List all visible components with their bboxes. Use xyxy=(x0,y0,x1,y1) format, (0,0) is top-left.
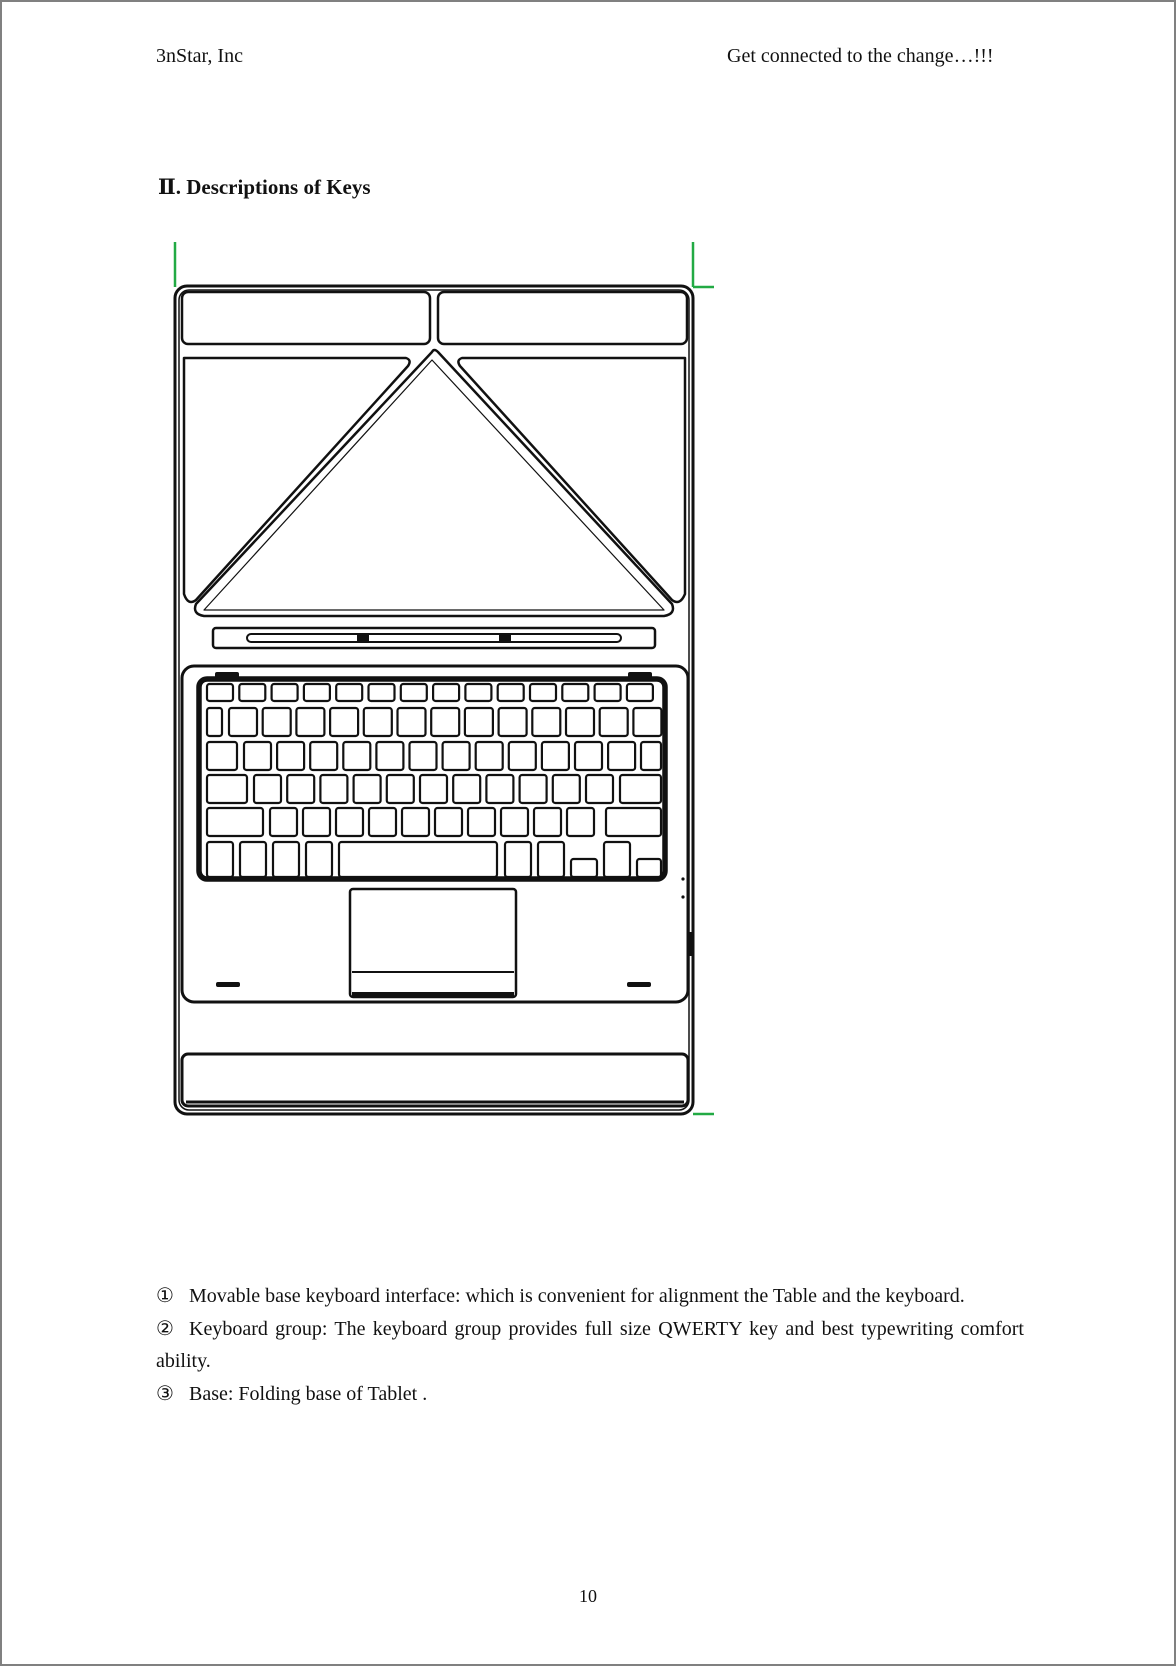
key xyxy=(571,859,597,877)
deck-foot xyxy=(216,982,240,987)
hinge-slot xyxy=(247,634,621,642)
key xyxy=(277,742,304,770)
indicator-dot xyxy=(681,895,684,898)
key xyxy=(306,842,332,877)
deck-clip xyxy=(628,672,652,679)
key xyxy=(606,808,661,836)
description-text: Keyboard group: The keyboard group provides full size QWERTY key and best typewriting comfort ability. xyxy=(156,1317,1024,1372)
key xyxy=(310,742,337,770)
side-port xyxy=(687,932,692,956)
description-item-1 xyxy=(156,1280,1024,1313)
key-descriptions xyxy=(156,1280,1024,1410)
key xyxy=(443,742,470,770)
description-marker: ③ xyxy=(156,1382,174,1405)
stand-panel-center xyxy=(195,350,673,616)
key xyxy=(435,808,462,836)
key xyxy=(303,808,330,836)
key xyxy=(263,708,291,736)
hinge-bar xyxy=(213,628,655,648)
keyboard-case-illustration xyxy=(152,242,722,1122)
key xyxy=(387,775,414,803)
section-title-text: . Descriptions of Keys xyxy=(175,175,371,199)
key xyxy=(398,708,426,736)
key xyxy=(586,775,613,803)
stand-panel-center-inner xyxy=(204,360,664,610)
key xyxy=(465,708,493,736)
base-strip xyxy=(182,1054,688,1106)
key xyxy=(538,842,564,877)
key xyxy=(410,742,437,770)
key xyxy=(287,775,314,803)
description-text: Movable base keyboard interface: which is convenient for alignment the Table and the keyboard. xyxy=(189,1285,965,1307)
key xyxy=(433,684,459,701)
touchpad xyxy=(350,889,516,997)
deck-foot xyxy=(627,982,651,987)
key xyxy=(254,775,281,803)
key xyxy=(369,684,395,701)
key xyxy=(376,742,403,770)
description-marker: ② xyxy=(156,1317,174,1340)
key xyxy=(273,842,299,877)
key xyxy=(229,708,257,736)
key xyxy=(567,808,594,836)
key xyxy=(343,742,370,770)
key xyxy=(304,684,330,701)
key xyxy=(453,775,480,803)
key xyxy=(553,775,580,803)
key xyxy=(364,708,392,736)
key xyxy=(520,775,547,803)
key xyxy=(336,684,362,701)
key xyxy=(207,708,222,736)
key xyxy=(354,775,381,803)
key xyxy=(608,742,635,770)
stand-panel-left xyxy=(184,358,410,602)
key xyxy=(369,808,396,836)
key xyxy=(595,684,621,701)
key xyxy=(498,684,524,701)
deck-clip xyxy=(215,672,239,679)
description-text: Base: Folding base of Tablet . xyxy=(189,1382,428,1405)
key xyxy=(641,742,661,770)
key xyxy=(633,708,661,736)
key xyxy=(627,684,653,701)
keyboard-case-drawing xyxy=(152,242,722,1122)
key xyxy=(330,708,358,736)
key xyxy=(272,684,298,701)
description-marker: ① xyxy=(156,1285,174,1307)
key xyxy=(207,775,247,803)
page-number: 10 xyxy=(579,1586,597,1606)
key xyxy=(600,708,628,736)
stand-panel-right xyxy=(458,358,685,602)
header-tagline: Get connected to the change…!!! xyxy=(727,45,994,67)
description-item-2 xyxy=(156,1313,1024,1378)
key xyxy=(207,742,237,770)
key xyxy=(505,842,531,877)
description-item-3 xyxy=(156,1378,1024,1411)
keyboard-keys xyxy=(207,684,661,877)
indicator-dot xyxy=(681,877,684,880)
hinge-clip xyxy=(499,634,511,642)
key xyxy=(420,775,447,803)
key xyxy=(401,684,427,701)
section-heading xyxy=(158,174,371,200)
key xyxy=(339,842,497,877)
key xyxy=(431,708,459,736)
section-numeral: Ⅱ xyxy=(158,175,176,199)
key xyxy=(244,742,271,770)
key xyxy=(296,708,324,736)
key xyxy=(604,842,630,877)
key xyxy=(402,808,429,836)
key xyxy=(336,808,363,836)
key xyxy=(637,859,661,877)
key xyxy=(532,708,560,736)
key xyxy=(320,775,347,803)
key xyxy=(207,808,263,836)
header-company: 3nStar, Inc xyxy=(156,45,243,67)
hinge-clip xyxy=(357,634,369,642)
key xyxy=(207,842,233,877)
key xyxy=(534,808,561,836)
key xyxy=(620,775,661,803)
key xyxy=(207,684,233,701)
key xyxy=(465,684,491,701)
key xyxy=(240,842,266,877)
key xyxy=(270,808,297,836)
key xyxy=(575,742,602,770)
key xyxy=(486,775,513,803)
key xyxy=(542,742,569,770)
key xyxy=(562,684,588,701)
key xyxy=(468,808,495,836)
key xyxy=(499,708,527,736)
key xyxy=(566,708,594,736)
key xyxy=(501,808,528,836)
key xyxy=(476,742,503,770)
key xyxy=(509,742,536,770)
key xyxy=(530,684,556,701)
key xyxy=(239,684,265,701)
strap-segment-left xyxy=(182,292,430,344)
strap-segment-right xyxy=(438,292,687,344)
